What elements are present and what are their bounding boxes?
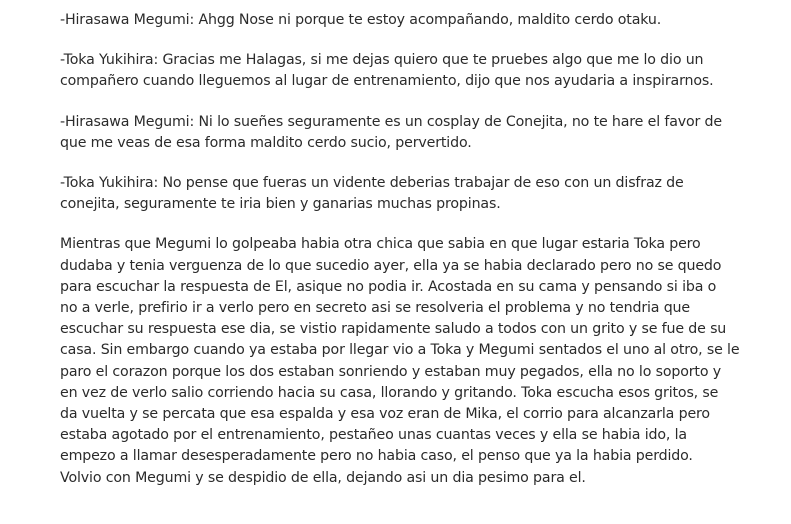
text-line: -Toka Yukihira: Gracias me Halagas, si me dejas quiero que te pruebes algo que me lo dio un <box>60 52 704 69</box>
text-line: compañero cuando lleguemos al lugar de entrenamiento, dijo que nos ayudaria a inspirarnos. <box>60 73 714 90</box>
text-line: Mientras que Megumi lo golpeaba habia otra chica que sabia en que lugar estaria Toka pero <box>60 236 701 253</box>
narrative-paragraph <box>60 234 785 488</box>
text-line: da vuelta y se percata que esa espalda y esa voz eran de Mika, el corrio para alcanzarla pero <box>60 406 710 423</box>
text-line: Volvio con Megumi y se despidio de ella, dejando asi un dia pesimo para el. <box>60 469 586 486</box>
text-line: -Hirasawa Megumi: Ni lo sueñes seguramente es un cosplay de Conejita, no te hare el favor de <box>60 113 722 130</box>
document-body <box>60 10 785 508</box>
text-line: paro el corazon porque los dos estaban sonriendo y estaban muy pegados, ella no lo soporto y <box>60 363 721 380</box>
text-line: conejita, seguramente te iria bien y ganarias muchas propinas. <box>60 196 501 213</box>
text-line: -Hirasawa Megumi: Ahgg Nose ni porque te estoy acompañando, maldito cerdo otaku. <box>60 12 662 28</box>
text-line: para escuchar la respuesta de El, asique no podia ir. Acostada en su cama y pensando si iba o <box>60 278 717 295</box>
text-line: escuchar su respuesta ese dia, se vistio rapidamente saludo a todos con un grito y se fue de su <box>60 321 727 338</box>
text-line: -Toka Yukihira: No pense que fueras un vidente deberias trabajar de eso con un disfraz de <box>60 175 684 192</box>
text-line: no a verle, prefirio ir a verlo pero en secreto asi se resolveria el problema y no tendria que <box>60 300 690 317</box>
text-line: empezo a llamar desesperadamente pero no habia caso, el penso que ya la habia perdido. <box>60 448 693 465</box>
text-line: dudaba y tenia verguenza de lo que sucedio ayer, ella ya se habia declarado pero no se quedo <box>60 257 722 274</box>
text-line: estaba agotado por el entrenamiento, pestañeo unas cuantas veces y ella se habia ido, la <box>60 427 687 444</box>
text-line: casa. Sin embargo cuando ya estaba por llegar vio a Toka y Megumi sentados el uno al otro, se le <box>60 342 740 359</box>
dialogue-paragraph <box>60 173 785 215</box>
text-line: que me veas de esa forma maldito cerdo sucio, pervertido. <box>60 134 472 151</box>
text-line: en vez de verlo salio corriendo hacia su casa, llorando y gritando. Toka escucha esos gritos, se <box>60 384 719 401</box>
dialogue-paragraph <box>60 50 785 92</box>
dialogue-paragraph <box>60 112 785 154</box>
dialogue-paragraph <box>60 10 785 31</box>
